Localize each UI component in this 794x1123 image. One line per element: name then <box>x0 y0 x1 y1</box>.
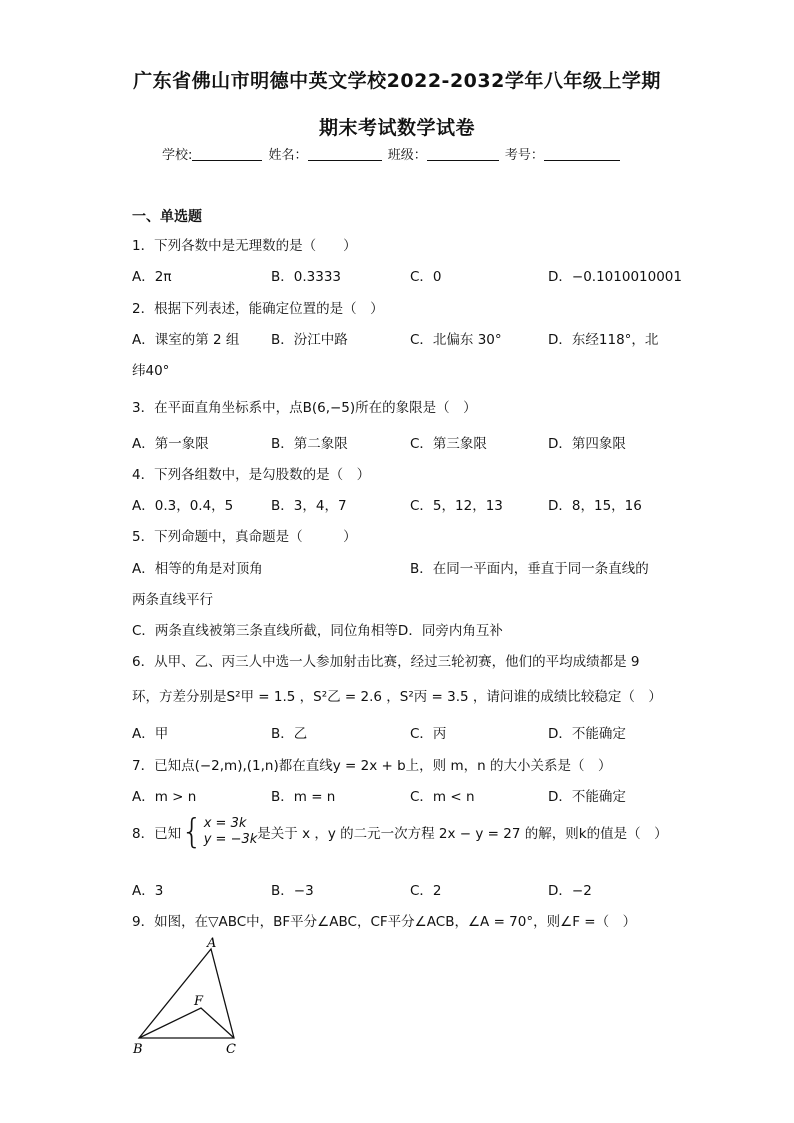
question-5-option-b-continuation: 两条直线平行 <box>132 592 213 608</box>
triangle-figure <box>125 935 265 1060</box>
question-1-stem: 1．下列各数中是无理数的是（ ） <box>132 238 357 254</box>
question-8-option-a[interactable]: A．3 <box>132 883 164 899</box>
exam-no-label: 考号： <box>504 148 544 163</box>
label-c: C <box>226 1042 236 1057</box>
question-4-option-c[interactable]: C．5，12，13 <box>410 498 503 514</box>
school-label: 学校: <box>162 148 193 163</box>
question-7-option-d[interactable]: D．不能确定 <box>548 789 626 805</box>
question-8-option-b[interactable]: B．−3 <box>271 883 314 899</box>
question-1-option-a[interactable]: A．2π <box>132 269 172 285</box>
question-8-option-d[interactable]: D．−2 <box>548 883 592 899</box>
question-3-option-d[interactable]: D．第四象限 <box>548 436 626 452</box>
class-blank[interactable] <box>427 146 499 161</box>
equation-system <box>181 812 258 852</box>
question-5-stem: 5．下列命题中，真命题是（ ） <box>132 529 357 545</box>
question-4-stem: 4．下列各组数中，是勾股数的是（ ） <box>132 467 371 483</box>
school-blank[interactable] <box>192 146 262 161</box>
question-5-options-cd[interactable]: C．两条直线被第三条直线所截，同位角相等D．同旁内角互补 <box>132 623 503 639</box>
question-5-option-a[interactable]: A．相等的角是对顶角 <box>132 561 263 577</box>
name-label: 姓名： <box>268 148 308 163</box>
class-label: 班级： <box>387 148 427 163</box>
exam-title-line2: 期末考试数学试卷 <box>318 117 475 139</box>
question-6-option-c[interactable]: C．丙 <box>410 726 447 742</box>
equation-2: y = −3k <box>203 832 258 847</box>
question-4-option-d[interactable]: D．8，15，16 <box>548 498 642 514</box>
label-f: F <box>194 994 204 1009</box>
label-a: A <box>207 936 217 951</box>
question-8-option-c[interactable]: C．2 <box>410 883 442 899</box>
question-3-option-b[interactable]: B．第二象限 <box>271 436 348 452</box>
question-7-option-c[interactable]: C．m < n <box>410 789 475 805</box>
name-blank[interactable] <box>308 146 382 161</box>
question-3-option-a[interactable]: A．第一象限 <box>132 436 209 452</box>
question-5-option-b[interactable]: B．在同一平面内，垂直于同一条直线的 <box>410 561 649 577</box>
question-6-stem: 6．从甲、乙、丙三人中选一人参加射击比赛，经过三轮初赛，他们的平均成绩都是 9 <box>132 654 640 670</box>
question-7-option-a[interactable]: A．m > n <box>132 789 197 805</box>
exam-no-blank[interactable] <box>544 146 620 161</box>
exam-title-line1: 广东省佛山市明德中英文学校2022-2032学年八年级上学期 <box>133 70 661 92</box>
question-1-option-c[interactable]: C．0 <box>410 269 442 285</box>
question-6-option-b[interactable]: B．乙 <box>271 726 308 742</box>
question-2-stem: 2．根据下列表述，能确定位置的是（ ） <box>132 301 384 317</box>
question-7-option-b[interactable]: B．m = n <box>271 789 336 805</box>
question-6-stem-line2: 环，方差分别是S²甲 = 1.5 ，S²乙 = 2.6 ，S²丙 = 3.5 ，请问谁的成绩比较稳定（ ） <box>132 689 662 705</box>
left-brace-icon: { <box>181 812 203 852</box>
question-3-option-c[interactable]: C．第三象限 <box>410 436 487 452</box>
question-8-stem-pre: 8．已知 <box>132 826 182 842</box>
question-4-option-b[interactable]: B．3，4，7 <box>271 498 347 514</box>
question-8-stem <box>132 812 668 852</box>
question-8-stem-post: 是关于 x ，y 的二元一次方程 2x − y = 27 的解，则k的值是（ ） <box>257 826 668 842</box>
question-6-option-a[interactable]: A．甲 <box>132 726 169 742</box>
bisector-lines <box>139 1008 234 1038</box>
equation-1: x = 3k <box>203 816 247 831</box>
question-2-option-d[interactable]: D．东经118°，北 <box>548 332 659 348</box>
question-6-option-d[interactable]: D．不能确定 <box>548 726 626 742</box>
student-info-row <box>162 144 622 163</box>
question-3-stem: 3．在平面直角坐标系中，点B(6,−5)所在的象限是（ ） <box>132 400 477 416</box>
question-9-stem: 9．如图，在▽ABC中，BF平分∠ABC，CF平分∠ACB，∠A = 70°，则∠F =（ ） <box>132 914 637 930</box>
question-2-option-b[interactable]: B．汾江中路 <box>271 332 348 348</box>
question-2-option-a[interactable]: A．课室的第 2 组 <box>132 332 240 348</box>
question-4-option-a[interactable]: A．0.3，0.4，5 <box>132 498 234 514</box>
question-1-option-b[interactable]: B．0.3333 <box>271 269 341 285</box>
question-2-option-c[interactable]: C．北偏东 30° <box>410 332 502 348</box>
question-2-option-d-continuation: 纬40° <box>132 363 170 379</box>
question-7-stem: 7．已知点(−2,m),(1,n)都在直线y = 2x + b上，则 m，n 的大小关系是（ ） <box>132 758 612 774</box>
label-b: B <box>133 1042 143 1057</box>
section-title: 一、单选题 <box>132 209 202 225</box>
question-1-option-d[interactable]: D．−0.1010010001 <box>548 269 682 285</box>
